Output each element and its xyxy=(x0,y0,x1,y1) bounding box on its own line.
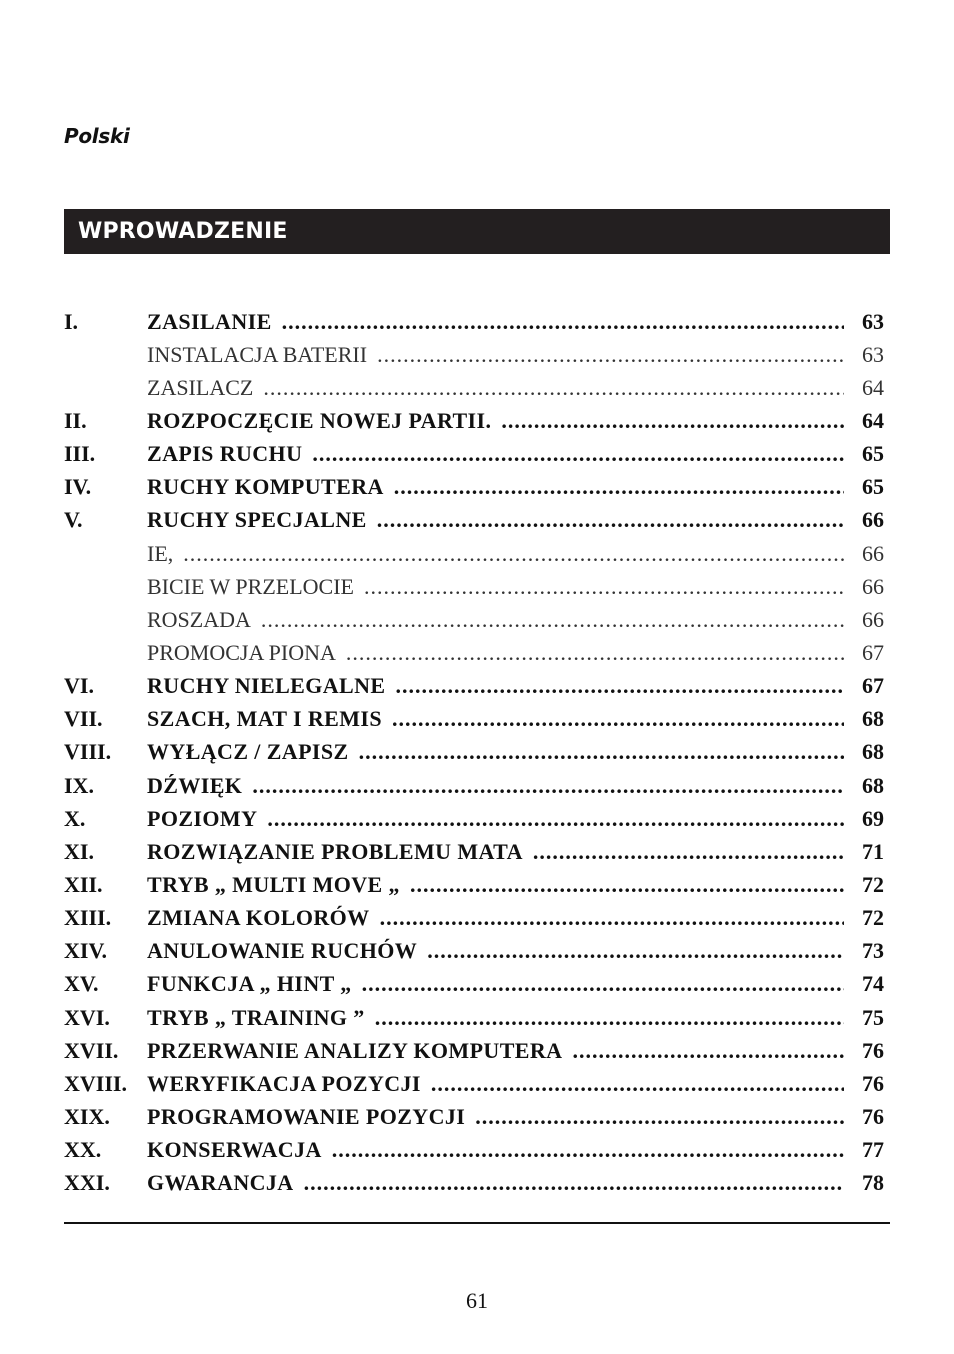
toc-dot-leader xyxy=(410,874,844,896)
toc-dot-leader xyxy=(346,642,844,664)
toc-dot-leader xyxy=(282,311,844,333)
toc-entry xyxy=(64,1001,884,1034)
toc-entry xyxy=(64,338,884,371)
toc-entry xyxy=(64,769,884,802)
toc-entry-page: 68 xyxy=(862,772,884,798)
toc-entry-title: IE, xyxy=(147,540,174,566)
page-number: 61 xyxy=(466,1288,488,1313)
toc-entry-number: XII. xyxy=(64,871,103,897)
toc-entry xyxy=(64,1100,884,1133)
toc-entry-page: 76 xyxy=(862,1103,884,1129)
toc-dot-leader xyxy=(304,1172,844,1194)
toc-entry-page: 63 xyxy=(862,308,884,334)
toc-entry-number: II. xyxy=(64,407,87,433)
toc-entry-title: GWARANCJA xyxy=(147,1170,294,1196)
toc-entry-page: 64 xyxy=(862,374,884,400)
toc-entry-title: ROSZADA xyxy=(147,606,251,632)
toc-entry-title: POZIOMY xyxy=(147,805,258,831)
toc-dot-leader xyxy=(252,775,844,797)
toc-dot-leader xyxy=(359,741,844,763)
toc-entry-title: WYŁĄCZ / ZAPISZ xyxy=(147,739,349,765)
toc-dot-leader xyxy=(475,1106,844,1128)
toc-entry-page: 65 xyxy=(862,474,884,500)
toc-entry xyxy=(64,603,884,636)
toc-dot-leader xyxy=(395,675,844,697)
toc-dot-leader xyxy=(267,808,844,830)
toc-entry-number: XIX. xyxy=(64,1103,110,1129)
toc-entry xyxy=(64,968,884,1001)
toc-entry-page: 76 xyxy=(862,1070,884,1096)
toc-entry-page: 68 xyxy=(862,739,884,765)
toc-entry-number: XVII. xyxy=(64,1037,119,1063)
toc-entry xyxy=(64,504,884,537)
toc-entry-title: RUCHY NIELEGALNE xyxy=(147,673,386,699)
toc-entry xyxy=(64,570,884,603)
toc-entry-number: I. xyxy=(64,308,79,334)
toc-entry-number: XI. xyxy=(64,838,94,864)
toc-entry xyxy=(64,703,884,736)
toc-entry-number: XV. xyxy=(64,971,99,997)
toc-entry-title: ZASILACZ xyxy=(147,374,254,400)
bottom-divider xyxy=(64,1222,890,1224)
toc-entry-number: XX. xyxy=(64,1137,102,1163)
toc-entry xyxy=(64,902,884,935)
toc-dot-leader xyxy=(364,576,844,598)
toc-entry-title: TRYB „ TRAINING ” xyxy=(147,1004,365,1030)
toc-entry-page: 66 xyxy=(862,606,884,632)
toc-entry xyxy=(64,1034,884,1067)
toc-dot-leader xyxy=(392,708,844,730)
toc-entry-page: 69 xyxy=(862,805,884,831)
toc-dot-leader xyxy=(533,841,844,863)
toc-entry-title: ROZPOCZĘCIE NOWEJ PARTII. xyxy=(147,407,492,433)
toc-entry-page: 78 xyxy=(862,1170,884,1196)
toc-entry xyxy=(64,471,884,504)
section-title: WPROWADZENIE xyxy=(78,219,288,244)
toc-entry-title: INSTALACJA BATERII xyxy=(147,341,368,367)
toc-entry xyxy=(64,404,884,437)
toc-dot-leader xyxy=(312,443,844,465)
toc-entry xyxy=(64,868,884,901)
toc-entry-number: XVIII. xyxy=(64,1070,127,1096)
toc-entry xyxy=(64,537,884,570)
toc-entry-title: ZMIANA KOLORÓW xyxy=(147,905,370,931)
toc-entry xyxy=(64,935,884,968)
toc-dot-leader xyxy=(375,1007,844,1029)
toc-entry xyxy=(64,736,884,769)
toc-entry-number: XXI. xyxy=(64,1170,110,1196)
toc-entry xyxy=(64,438,884,471)
toc-dot-leader xyxy=(380,907,844,929)
toc-entry xyxy=(64,1167,884,1200)
toc-entry-page: 71 xyxy=(862,838,884,864)
toc-entry-page: 66 xyxy=(862,573,884,599)
toc-entry-page: 75 xyxy=(862,1004,884,1030)
toc-entry xyxy=(64,1134,884,1167)
toc-entry-page: 65 xyxy=(862,441,884,467)
toc-entry-title: ANULOWANIE RUCHÓW xyxy=(147,938,418,964)
toc-entry-page: 72 xyxy=(862,905,884,931)
toc-entry-title: RUCHY KOMPUTERA xyxy=(147,474,384,500)
toc-entry-number: VI. xyxy=(64,673,94,699)
toc-entry-title: PROMOCJA PIONA xyxy=(147,639,336,665)
toc-dot-leader xyxy=(501,410,844,432)
toc-entry-page: 72 xyxy=(862,871,884,897)
toc-dot-leader xyxy=(377,509,844,531)
toc-entry xyxy=(64,802,884,835)
toc-entry-number: IX. xyxy=(64,772,94,798)
toc-entry-number: VII. xyxy=(64,706,103,732)
section-banner xyxy=(64,209,890,254)
toc-dot-leader xyxy=(183,543,844,565)
toc-entry-title: DŹWIĘK xyxy=(147,772,243,798)
toc-entry-page: 66 xyxy=(862,540,884,566)
toc-entry-page: 68 xyxy=(862,706,884,732)
toc-entry-title: SZACH, MAT I REMIS xyxy=(147,706,382,732)
toc-entry-number: III. xyxy=(64,441,96,467)
toc-dot-leader xyxy=(394,476,844,498)
toc-entry-title: ZAPIS RUCHU xyxy=(147,441,303,467)
toc-entry xyxy=(64,835,884,868)
toc-entry-page: 67 xyxy=(862,639,884,665)
toc-entry-number: X. xyxy=(64,805,86,831)
toc-entry-title: ROZWIĄZANIE PROBLEMU MATA xyxy=(147,838,523,864)
toc-entry-title: TRYB „ MULTI MOVE „ xyxy=(147,871,400,897)
toc-entry-page: 63 xyxy=(862,341,884,367)
toc-dot-leader xyxy=(572,1040,844,1062)
toc-entry-page: 73 xyxy=(862,938,884,964)
toc-entry xyxy=(64,371,884,404)
toc-dot-leader xyxy=(377,344,844,366)
toc-dot-leader xyxy=(427,940,844,962)
toc-dot-leader xyxy=(263,377,844,399)
toc-entry-title: ZASILANIE xyxy=(147,308,272,334)
toc-entry-number: XIV. xyxy=(64,938,108,964)
toc-entry-title: PROGRAMOWANIE POZYCJI xyxy=(147,1103,466,1129)
toc-entry-title: WERYFIKACJA POZYCJI xyxy=(147,1070,421,1096)
toc-entry-page: 76 xyxy=(862,1037,884,1063)
toc-entry-number: VIII. xyxy=(64,739,112,765)
toc-entry-title: FUNKCJA „ HINT „ xyxy=(147,971,352,997)
toc-entry-number: XVI. xyxy=(64,1004,110,1030)
toc-entry-title: BICIE W PRZELOCIE xyxy=(147,573,354,599)
language-label: Polski xyxy=(64,124,130,148)
toc-dot-leader xyxy=(431,1073,844,1095)
toc-entry-title: PRZERWANIE ANALIZY KOMPUTERA xyxy=(147,1037,563,1063)
toc-entry-page: 74 xyxy=(862,971,884,997)
toc-entry-page: 66 xyxy=(862,507,884,533)
toc-entry-page: 67 xyxy=(862,673,884,699)
toc-entry-page: 64 xyxy=(862,407,884,433)
toc-entry xyxy=(64,1067,884,1100)
toc-entry-number: V. xyxy=(64,507,83,533)
toc-entry-number: XIII. xyxy=(64,905,112,931)
table-of-contents xyxy=(64,305,884,1200)
toc-dot-leader xyxy=(332,1139,844,1161)
toc-entry-title: KONSERWACJA xyxy=(147,1137,322,1163)
toc-dot-leader xyxy=(261,609,844,631)
toc-entry xyxy=(64,636,884,669)
toc-dot-leader xyxy=(362,973,844,995)
toc-entry xyxy=(64,670,884,703)
toc-entry-number: IV. xyxy=(64,474,92,500)
toc-entry-title: RUCHY SPECJALNE xyxy=(147,507,367,533)
toc-entry xyxy=(64,305,884,338)
toc-entry-page: 77 xyxy=(862,1137,884,1163)
